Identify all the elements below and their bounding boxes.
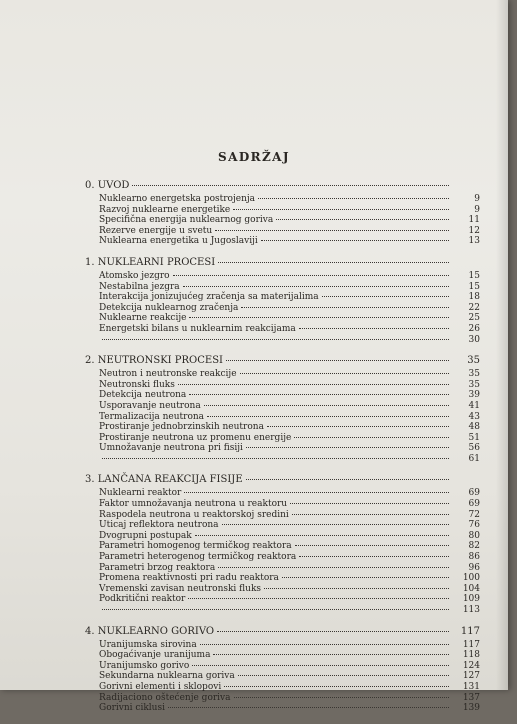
dot-leader (192, 665, 449, 666)
toc-entry-label: Nuklearno energetska postrojenja (99, 194, 256, 204)
dot-leader (282, 577, 449, 578)
toc-entry-label: Prostiranje neutrona uz promenu energije (99, 432, 292, 443)
toc-entry (85, 703, 480, 714)
dot-leader (218, 262, 449, 263)
toc-entry-label: Usporavanje neutrona (99, 400, 201, 411)
toc-entry-page-number: 69 (468, 499, 480, 510)
section-heading (85, 626, 480, 638)
toc-entry-page-number: 13 (468, 236, 480, 247)
section-heading-label: 2. NEUTRONSKI PROCESI (85, 355, 224, 367)
toc-entry (85, 531, 480, 542)
toc-entry (85, 454, 480, 465)
section-heading (85, 257, 480, 269)
table-of-contents (85, 180, 480, 724)
toc-section (85, 626, 480, 714)
dot-leader (240, 373, 449, 374)
section-heading-label: 3. LANČANA REAKCIJA FISIJE (85, 474, 243, 486)
dot-leader (189, 317, 449, 318)
toc-entry-page-number: 139 (462, 703, 480, 714)
toc-entry (85, 520, 480, 531)
toc-entry-label: Uranijumsko gorivo (99, 660, 190, 671)
toc-section (85, 180, 480, 247)
dot-leader (132, 185, 449, 186)
toc-entry (85, 594, 480, 605)
dot-leader (184, 492, 449, 493)
toc-entry (85, 236, 480, 247)
dot-leader (102, 458, 449, 459)
toc-entry-label: Interakcija jonizujućeg zračenja sa materijalima (99, 292, 319, 303)
toc-entry-page-number: 76 (468, 520, 480, 531)
toc-entry (85, 380, 480, 391)
dot-leader (238, 675, 449, 676)
toc-entry-label: Parametri brzog reaktora (99, 562, 216, 573)
toc-entry (85, 499, 480, 510)
toc-entry (85, 215, 480, 226)
toc-entry (85, 205, 480, 216)
toc-entry (85, 313, 480, 324)
toc-entry-label: Gorivni ciklusi (99, 703, 165, 714)
toc-entry-page-number: 69 (468, 488, 480, 499)
toc-entry-label: Uticaj reflektora neutrona (99, 520, 219, 531)
dot-leader (233, 209, 449, 210)
dot-leader (322, 296, 449, 297)
toc-entry-page-number: 15 (468, 281, 480, 292)
dot-leader (215, 230, 449, 231)
toc-entry-page-number: 72 (468, 509, 480, 520)
toc-entry-label: Atomsko jezgro (99, 270, 170, 281)
toc-entry (85, 605, 480, 616)
toc-entry-page-number: 35 (468, 379, 480, 390)
toc-entry-label: Nuklearne reakcije (99, 313, 187, 324)
dot-leader (173, 275, 449, 276)
toc-entry-label: Faktor umnožavanja neutrona u reaktoru (99, 499, 288, 510)
toc-entry-label: Nestabilna jezgra (99, 281, 180, 292)
toc-entry-label: Rezerve energije u svetu (99, 225, 213, 236)
toc-entry-label: Neutronski fluks (99, 379, 175, 390)
toc-entry-page-number: 124 (462, 660, 480, 671)
toc-entry (85, 584, 480, 595)
dot-leader (102, 609, 449, 610)
toc-section (85, 355, 480, 464)
toc-entry (85, 226, 480, 237)
toc-entry-label: Dvogrupni postupak (99, 530, 192, 541)
dot-leader (189, 394, 449, 395)
toc-entry-label: Detekcija nuklearnog zračenja (99, 302, 239, 313)
toc-entry-page-number: 61 (468, 453, 480, 464)
dot-leader (258, 198, 449, 199)
toc-entry-label: Vremenski zavisan neutronski fluks (99, 583, 262, 594)
toc-entry (85, 324, 480, 335)
toc-entry-page-number: 104 (462, 583, 480, 594)
toc-entry (85, 292, 480, 303)
toc-entry-page-number: 11 (468, 215, 480, 226)
toc-entry (85, 541, 480, 552)
toc-entry-label: Razvoj nuklearne energetike (99, 204, 231, 215)
toc-entry-page-number: 131 (462, 681, 480, 692)
toc-entry-page-number: 18 (468, 292, 480, 303)
section-heading-page-number: 35 (467, 355, 480, 367)
dot-leader (246, 447, 449, 448)
toc-entry-page-number: 9 (474, 204, 480, 215)
toc-entry (85, 412, 480, 423)
toc-entry-page-number: 26 (468, 323, 480, 334)
toc-section (85, 474, 480, 615)
toc-entry-label: Energetski bilans u nuklearnim reakcijama (99, 323, 296, 334)
dot-leader (195, 535, 449, 536)
toc-entry-page-number: 117 (462, 639, 480, 650)
dot-leader (246, 479, 449, 480)
toc-entry-page-number: 41 (468, 400, 480, 411)
toc-entry-label: Detekcija neutrona (99, 390, 187, 401)
toc-entry (85, 573, 480, 584)
dot-leader (200, 644, 449, 645)
toc-entry-page-number: 39 (468, 390, 480, 401)
toc-entry (85, 433, 480, 444)
toc-entry-page-number: 22 (468, 302, 480, 313)
toc-entry-page-number: 12 (468, 225, 480, 236)
toc-entry-label: Nuklearni reaktor (99, 488, 182, 499)
toc-entry-page-number: 127 (462, 671, 480, 682)
section-heading (85, 355, 480, 367)
toc-entry-label: Gorivni elementi i sklopovi (99, 681, 222, 692)
toc-entry (85, 282, 480, 293)
dot-leader (188, 598, 449, 599)
toc-entry-page-number: 30 (468, 334, 480, 345)
toc-section (85, 257, 480, 345)
dot-leader (264, 588, 449, 589)
section-heading (85, 474, 480, 486)
section-heading-label: 0. UVOD (85, 180, 130, 191)
toc-entry (85, 422, 480, 433)
toc-entry-page-number: 51 (468, 432, 480, 443)
toc-entry-page-number: 82 (468, 541, 480, 552)
dot-leader (267, 426, 449, 427)
toc-entry-label: Uranijumska sirovina (99, 639, 197, 650)
dot-leader (224, 686, 449, 687)
toc-entry (85, 510, 480, 521)
toc-entry (85, 390, 480, 401)
toc-entry-page-number: 113 (462, 605, 480, 615)
dot-leader (294, 437, 449, 438)
toc-entry-label: Sekundarna nuklearna goriva (99, 671, 235, 682)
toc-entry-label: Promena reaktivnosti pri radu reaktora (99, 573, 279, 584)
toc-entry-label: Termalizacija neutrona (99, 411, 205, 422)
dot-leader (178, 384, 449, 385)
toc-entry-label: Radijaciono oštećenje goriva (99, 692, 231, 703)
toc-entry-page-number: 100 (462, 573, 480, 584)
section-heading-label: 1. NUKLEARNI PROCESI (85, 256, 216, 268)
toc-entry (85, 443, 480, 454)
section-heading (85, 180, 480, 192)
toc-entry (85, 693, 480, 704)
page-title: SADRŽAJ (218, 150, 290, 164)
dot-leader (213, 654, 449, 655)
toc-entry-page-number: 43 (468, 411, 480, 422)
dot-leader (168, 707, 449, 708)
dot-leader (207, 416, 449, 417)
toc-entry (85, 640, 480, 651)
toc-entry-page-number: 86 (468, 552, 480, 563)
toc-entry-page-number: 96 (468, 562, 480, 573)
dot-leader (102, 339, 449, 340)
dot-leader (241, 307, 449, 308)
toc-entry (85, 271, 480, 282)
toc-entry (85, 303, 480, 314)
toc-entry-label: Obogaćivanje uranijuma (99, 650, 211, 661)
toc-entry-page-number: 118 (462, 650, 480, 661)
toc-entry-label: Umnožavanje neutrona pri fisiji (99, 443, 243, 454)
toc-entry (85, 671, 480, 682)
toc-entry-page-number: 109 (462, 594, 480, 605)
toc-entry-page-number: 48 (468, 422, 480, 433)
toc-entry (85, 682, 480, 693)
toc-entry (85, 369, 480, 380)
toc-entry-label: Prostiranje jednobrzinskih neutrona (99, 422, 264, 433)
toc-entry (85, 563, 480, 574)
dot-leader (217, 631, 449, 632)
toc-entry-label: Parametri heterogenog termičkog reaktora (99, 552, 297, 563)
toc-entry (85, 661, 480, 672)
dot-leader (295, 545, 449, 546)
dot-leader (290, 503, 449, 504)
dot-leader (276, 219, 449, 220)
dot-leader (226, 360, 449, 361)
toc-entry-label: Podkritični reaktor (99, 594, 186, 605)
toc-entry-label: Parametri homogenog termičkog reaktora (99, 541, 292, 552)
toc-entry (85, 194, 480, 205)
toc-entry-page-number: 15 (468, 270, 480, 281)
dot-leader (218, 567, 449, 568)
toc-entry (85, 401, 480, 412)
toc-entry-label: Neutron i neutronske reakcije (99, 369, 237, 380)
toc-entry-page-number: 35 (468, 369, 480, 380)
section-heading-page-number: 117 (460, 625, 480, 637)
section-heading-label: 4. NUKLEARNO GORIVO (85, 625, 215, 637)
dot-leader (261, 240, 449, 241)
toc-entry-page-number: 56 (468, 443, 480, 454)
toc-entry-page-number: 137 (462, 692, 480, 703)
toc-entry (85, 650, 480, 661)
toc-entry-page-number: 9 (474, 194, 480, 204)
dot-leader (299, 556, 449, 557)
toc-entry (85, 335, 480, 346)
dot-leader (183, 286, 449, 287)
dot-leader (222, 524, 449, 525)
dot-leader (204, 405, 449, 406)
dot-leader (292, 514, 449, 515)
toc-entry-label: Nuklearna energetika u Jugoslaviji (99, 236, 258, 247)
toc-entry-page-number: 25 (468, 313, 480, 324)
toc-entry (85, 552, 480, 563)
toc-entry-page-number: 80 (468, 530, 480, 541)
toc-entry-label: Raspodela neutrona u reaktorskoj sredini (99, 509, 289, 520)
dot-leader (234, 697, 450, 698)
toc-entry (85, 488, 480, 499)
dot-leader (299, 328, 449, 329)
toc-entry-label: Specifična energija nuklearnog goriva (99, 215, 274, 226)
